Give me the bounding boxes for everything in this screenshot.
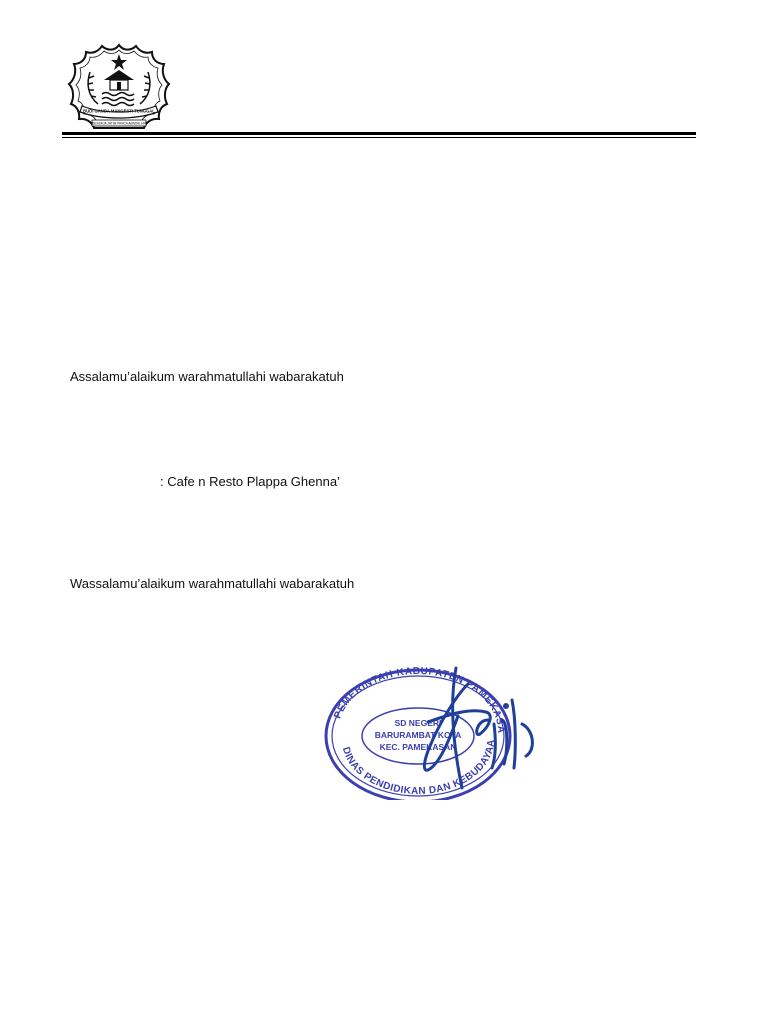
svg-text:PEMERINTAH KABUPATEN PAMEKASAN: PEMERINTAH KABUPATEN PAMEKASA [332, 665, 507, 734]
venue-line: : Cafe n Resto Plappa Ghenna’ [160, 474, 340, 489]
stamp-and-signature [318, 660, 548, 800]
svg-text:KEC. PAMEKASAN: KEC. PAMEKASAN [379, 742, 457, 752]
letterhead-rule-thin [62, 137, 696, 138]
svg-text:BARURAMBAT KOTA: BARURAMBAT KOTA [374, 730, 462, 740]
svg-text:DINAS PENDIDIKAN DAN KEBUDAYAA: DINAS PENDIDIKAN DAN KEBUDAYAA [339, 738, 498, 798]
official-stamp-icon [318, 660, 510, 800]
svg-text:BESSAJA JATIM PANCA ABNDIE HR: BESSAJA JATIM PANCA ABNDIE HR [92, 121, 146, 126]
closing-text: Wassalamu’alaikum warahmatullahi wabarakatuh [70, 576, 355, 591]
greeting-text: Assalamu’alaikum warahmatullahi wabarakatuh [70, 369, 344, 384]
svg-text:BUDI GANDA MANGESTI TUNGGAL: BUDI GANDA MANGESTI TUNGGAL [83, 108, 155, 114]
regency-crest-icon [66, 42, 172, 132]
svg-text:SD NEGERI: SD NEGERI [394, 718, 442, 728]
letterhead-rule-thick [62, 132, 696, 135]
